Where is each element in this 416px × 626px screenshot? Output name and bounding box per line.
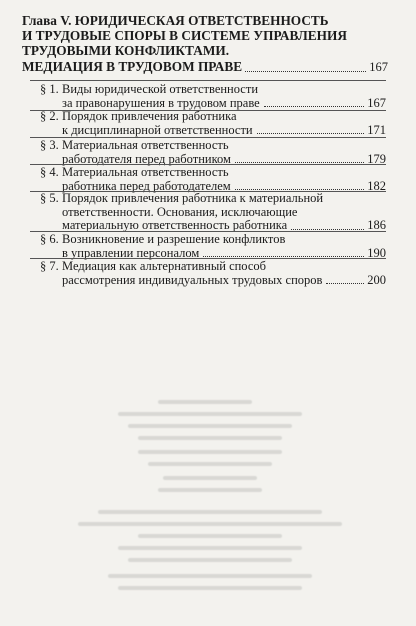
toc-entry-3 bbox=[40, 139, 386, 167]
section-title-line: к дисциплинарной ответственности bbox=[62, 122, 253, 137]
chapter-page-number: 167 bbox=[369, 60, 388, 74]
toc-entry-4 bbox=[40, 166, 386, 194]
divider bbox=[30, 80, 386, 81]
toc-entry-2 bbox=[40, 110, 386, 138]
section-page-number: 186 bbox=[367, 218, 386, 233]
chapter-title-last-row bbox=[22, 59, 388, 75]
chapter-title-line3: ТРУДОВЫМИ КОНФЛИКТАМИ. bbox=[22, 42, 230, 58]
chapter-title-line1: ЮРИДИЧЕСКАЯ ОТВЕТСТВЕННОСТЬ bbox=[74, 13, 329, 28]
section-number: § 6. bbox=[40, 232, 59, 246]
toc-entry-5 bbox=[40, 192, 386, 234]
section-title-line: работодателя перед работником bbox=[62, 151, 231, 166]
section-last-line bbox=[62, 274, 386, 288]
toc-entry-1 bbox=[40, 83, 386, 111]
leader-dots bbox=[291, 229, 364, 230]
section-title-line: в управлении персоналом bbox=[62, 245, 200, 260]
section-title-line: рассмотрения индивидуальных трудовых споров bbox=[62, 272, 323, 287]
section-page-number: 190 bbox=[367, 245, 386, 260]
chapter-label: Глава V. bbox=[22, 13, 72, 28]
chapter-title-line4: МЕДИАЦИЯ В ТРУДОВОМ ПРАВЕ bbox=[22, 59, 243, 74]
section-title-line: за правонарушения в трудовом праве bbox=[62, 95, 260, 110]
section-page-number: 171 bbox=[367, 122, 386, 137]
section-title-line: Виды юридической ответственности bbox=[62, 82, 259, 96]
leader-dots bbox=[326, 283, 364, 284]
section-page-number: 179 bbox=[367, 151, 386, 166]
leader-dots bbox=[245, 71, 366, 72]
section-title-line: работника перед работодателем bbox=[62, 178, 231, 193]
section-title-line: материальную ответственность работника bbox=[62, 218, 288, 233]
section-number: § 7. bbox=[40, 259, 59, 273]
toc-entry-7 bbox=[40, 260, 386, 288]
section-title-line: Возникновение и разрешение конфликтов bbox=[62, 232, 286, 246]
section-number: § 4. bbox=[40, 165, 59, 179]
section-last-line bbox=[62, 124, 386, 138]
section-title-line: Порядок привлечения работника bbox=[62, 109, 237, 123]
toc-entry-6 bbox=[40, 233, 386, 261]
section-title-line: Материальная ответственность bbox=[62, 165, 229, 179]
section-title-line: Медиация как альтернативный способ bbox=[62, 259, 267, 273]
leader-dots bbox=[257, 133, 365, 134]
chapter-title-line2: И ТРУДОВЫЕ СПОРЫ В СИСТЕМЕ УПРАВЛЕНИЯ bbox=[22, 27, 347, 43]
leader-dots bbox=[264, 106, 365, 107]
chapter-heading bbox=[22, 14, 382, 58]
section-number: § 1. bbox=[40, 82, 59, 96]
section-number: § 3. bbox=[40, 138, 59, 152]
section-page-number: 182 bbox=[367, 178, 386, 193]
section-number: § 2. bbox=[40, 109, 59, 123]
section-page-number: 200 bbox=[367, 272, 386, 287]
section-title-line: Порядок привлечения работника к материальной bbox=[62, 191, 324, 205]
section-number: § 5. bbox=[40, 191, 59, 205]
bleed-through-texture bbox=[0, 380, 416, 600]
section-title-line: ответственности. Основания, исключающие bbox=[62, 204, 298, 219]
section-page-number: 167 bbox=[367, 95, 386, 110]
section-title-line: Материальная ответственность bbox=[62, 138, 229, 152]
